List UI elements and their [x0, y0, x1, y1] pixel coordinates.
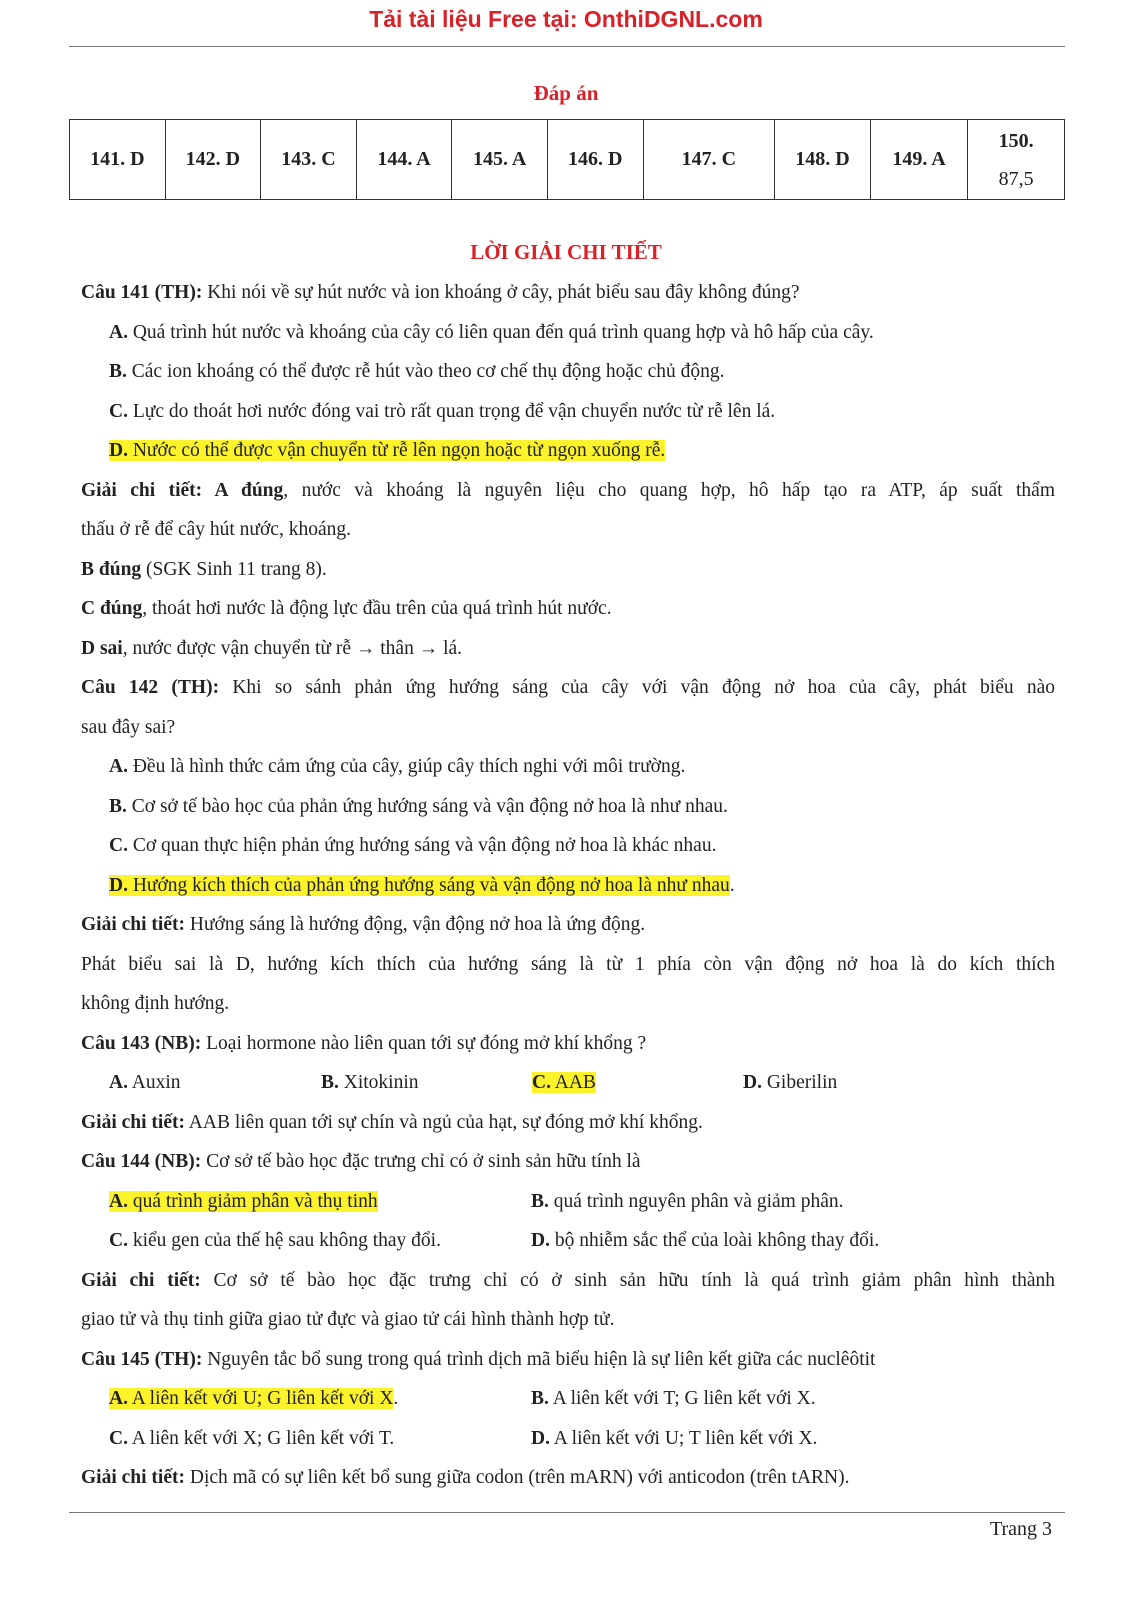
page-number: Trang 3: [989, 1518, 1052, 1540]
q141-solution: Giải chi tiết: A đúng, nước và khoáng là nguyên liệu cho quang hợp, hô hấp tạo ra ATP, áp suất thẩm: [81, 479, 1055, 501]
q144-option-c: C. kiểu gen của thế hệ sau không thay đổi.: [109, 1230, 441, 1251]
answer-cell: 142. D: [165, 120, 261, 200]
q144-solution: Giải chi tiết: Cơ sở tế bào học đặc trưng chỉ có ở sinh sản hữu tính là quá trình giảm phân hình thành: [81, 1269, 1056, 1291]
question-144: Câu 144 (NB): Cơ sở tế bào học đặc trưng chỉ có ở sinh sản hữu tính là: [81, 1151, 641, 1172]
q144-option-b: B. quá trình nguyên phân và giảm phân.: [531, 1190, 844, 1212]
q145-options-row2: [81, 1419, 1055, 1459]
answer-cell: 143. C: [261, 120, 357, 200]
q142-option-a: A. Đều là hình thức cảm ứng của cây, giúp cây thích nghi với môi trường.: [109, 756, 686, 777]
answer-cell: 148. D: [775, 120, 871, 200]
site-banner[interactable]: Tải tài liệu Free tại: OnthiDGNL.com: [369, 6, 763, 32]
answer-cell-150: [968, 120, 1065, 200]
q141-option-d-correct: D. Nước có thể được vận chuyển từ rễ lên ngọn hoặc từ ngọn xuống rễ.: [109, 440, 666, 461]
q144-option-a-correct: A. quá trình giảm phân và thụ tinh: [109, 1190, 378, 1212]
answer-150-number: 150.: [998, 129, 1034, 152]
q142-solution: Giải chi tiết: Hướng sáng là hướng động, vận động nở hoa là ứng động.: [81, 914, 646, 935]
q142-solution-2: Phát biểu sai là D, hướng kích thích của hướng sáng là từ 1 phía còn vận động nở hoa là do kích thích: [81, 953, 1055, 975]
question-142: Câu 142 (TH): Khi so sánh phản ứng hướng sáng của cây với vận động nở hoa của cây, phát biểu nào: [81, 677, 1055, 698]
answer-cell: 146. D: [547, 120, 643, 200]
q145-solution: Giải chi tiết: Dịch mã có sự liên kết bổ sung giữa codon (trên mARN) với anticodon (trên tARN).: [81, 1467, 850, 1488]
question-145: Câu 145 (TH): Nguyên tắc bổ sung trong quá trình dịch mã biểu hiện là sự liên kết giữa các nuclêôtit: [81, 1348, 876, 1370]
q141-solution-cont: thấu ở rễ để cây hút nước, khoáng.: [81, 519, 351, 540]
q144-solution-cont: giao tử và thụ tinh giữa giao tử đực và giao tử cái hình thành hợp tử.: [81, 1309, 615, 1330]
q144-options-row1: [81, 1182, 1055, 1222]
solutions-body: [81, 273, 1055, 1498]
question-142-cont: sau đây sai?: [81, 716, 176, 738]
q141-solution-c: C đúng, thoát hơi nước là động lực đầu trên của quá trình hút nước.: [81, 598, 612, 619]
q144-options-row2: [81, 1221, 1055, 1261]
q143-option-d: D. Giberilin: [743, 1072, 838, 1093]
q141-solution-b: B đúng (SGK Sinh 11 trang 8).: [81, 558, 327, 580]
q141-option-a: A. Quá trình hút nước và khoáng của cây có liên quan đến quá trình quang hợp và hô hấp của cây.: [109, 321, 874, 343]
question-143: Câu 143 (NB): Loại hormone nào liên quan tới sự đóng mở khí khổng ?: [81, 1032, 647, 1054]
q145-option-a-correct: A. A liên kết với U; G liên kết với X.: [109, 1388, 399, 1409]
q143-option-c-correct: C. AAB: [532, 1072, 596, 1093]
q145-options-row1: [81, 1379, 1055, 1419]
answer-cell: 147. C: [643, 120, 775, 200]
q141-option-c: C. Lực do thoát hơi nước đóng vai trò rất quan trọng để vận chuyển nước từ rễ lên lá.: [109, 400, 776, 422]
q143-options: [81, 1063, 1055, 1103]
question-141: Câu 141 (TH): Khi nói về sự hút nước và ion khoáng ở cây, phát biểu sau đây không đúng?: [81, 282, 800, 303]
q142-option-d-correct: D. Hướng kích thích của phản ứng hướng sáng và vận động nở hoa là như nhau.: [109, 874, 735, 896]
answer-150-value: 87,5: [998, 167, 1034, 190]
q143-option-a: A. Auxin: [109, 1072, 181, 1093]
header-divider: [69, 46, 1065, 47]
q145-option-d: D. A liên kết với U; T liên kết với X.: [531, 1427, 818, 1449]
q143-solution: Giải chi tiết: AAB liên quan tới sự chín và ngủ của hạt, sự đóng mở khí khổng.: [81, 1111, 703, 1133]
answer-cell: 145. A: [452, 120, 548, 200]
q141-solution-d: D sai, nước được vận chuyển từ rễ → thân → lá.: [81, 637, 463, 659]
answer-key-table: [69, 119, 1065, 200]
q144-option-d: D. bộ nhiễm sắc thể của loài không thay đổi.: [531, 1230, 880, 1251]
answer-cell: 141. D: [70, 120, 166, 200]
q145-option-c: C. A liên kết với X; G liên kết với T.: [109, 1427, 395, 1449]
q143-option-b: B. Xitokinin: [321, 1072, 419, 1093]
q145-option-b: B. A liên kết với T; G liên kết với X.: [531, 1388, 816, 1409]
q142-solution-3: không định hướng.: [81, 993, 230, 1014]
q141-option-b: B. Các ion khoáng có thể được rễ hút vào theo cơ chế thụ động hoặc chủ động.: [109, 361, 725, 382]
q142-option-c: C. Cơ quan thực hiện phản ứng hướng sáng và vận động nở hoa là khác nhau.: [109, 835, 717, 856]
footer-divider: [69, 1512, 1065, 1513]
answer-key-title: Đáp án: [533, 81, 599, 105]
answer-cell: 149. A: [870, 120, 968, 200]
solutions-title: LỜI GIẢI CHI TIẾT: [470, 240, 662, 264]
q142-option-b: B. Cơ sở tế bào học của phản ứng hướng sáng và vận động nở hoa là như nhau.: [109, 795, 728, 817]
answer-cell: 144. A: [356, 120, 452, 200]
